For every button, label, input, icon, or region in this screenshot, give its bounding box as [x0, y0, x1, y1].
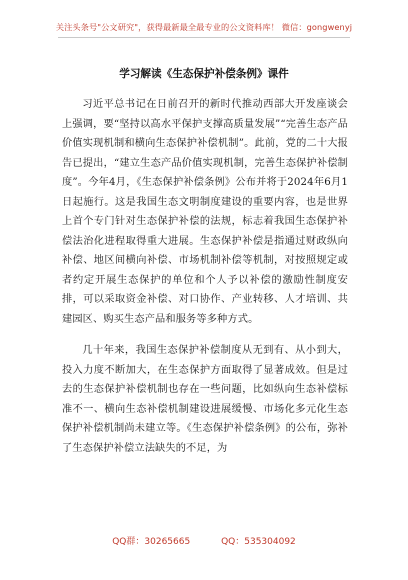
header-note: 关注头条号"公文研究"，获得最新最全最专业的公文资料库！ 微信：gongwenyj — [55, 22, 353, 32]
footer-qq-number: QQ：535304092 — [221, 537, 296, 547]
footer-qq-group: QQ群：30265665 — [112, 537, 191, 547]
footer-contact — [0, 534, 408, 547]
body-paragraph: 几十年来，我国生态保护补偿制度从无到有、从小到大，投入力度不断加大，在生态保护方面取得了显著成效。但是过去的生态保护补偿机制也存在一些问题，比如纵向生态补偿标准不一、横向生态补偿机制建设进展缓慢、市场化多元化生态保护补偿机制尚未建立等。《生态保护补偿条例》的公布，弥补了生态保护补偿立法缺失的不足，为 — [62, 345, 348, 454]
document-body — [62, 95, 348, 470]
header-divider — [58, 37, 350, 38]
document-title: 学习解读《生态保护补偿条例》课件 — [119, 68, 289, 80]
body-paragraph: 习近平总书记在日前召开的新时代推动西部大开发座谈会上强调，要“坚持以高水平保护支撑高质量发展”“完善生态产品价值实现机制和横向生态保护补偿机制”。此前，党的二十大报告已提出，“建立生态产品价值实现机制，完善生态保护补偿制度”。今年4月，《生态保护补偿条例》公布并将于2024年6月1日起施行。这是我国生态文明制度建设的重要内容，也是世界上首个专门针对生态保护补偿的法规，标志着我国生态保护补偿法治化进程取得重大进展。生态保护补偿是指通过财政纵向补偿、地区间横向补偿、市场机制补偿等机制，对按照规定或者约定开展生态保护的单位和个人予以补偿的激励性制度安排，可以采取资金补偿、对口协作、产业转移、人才培训、共建园区、购买生态产品和服务等多种方式。 — [62, 99, 348, 325]
